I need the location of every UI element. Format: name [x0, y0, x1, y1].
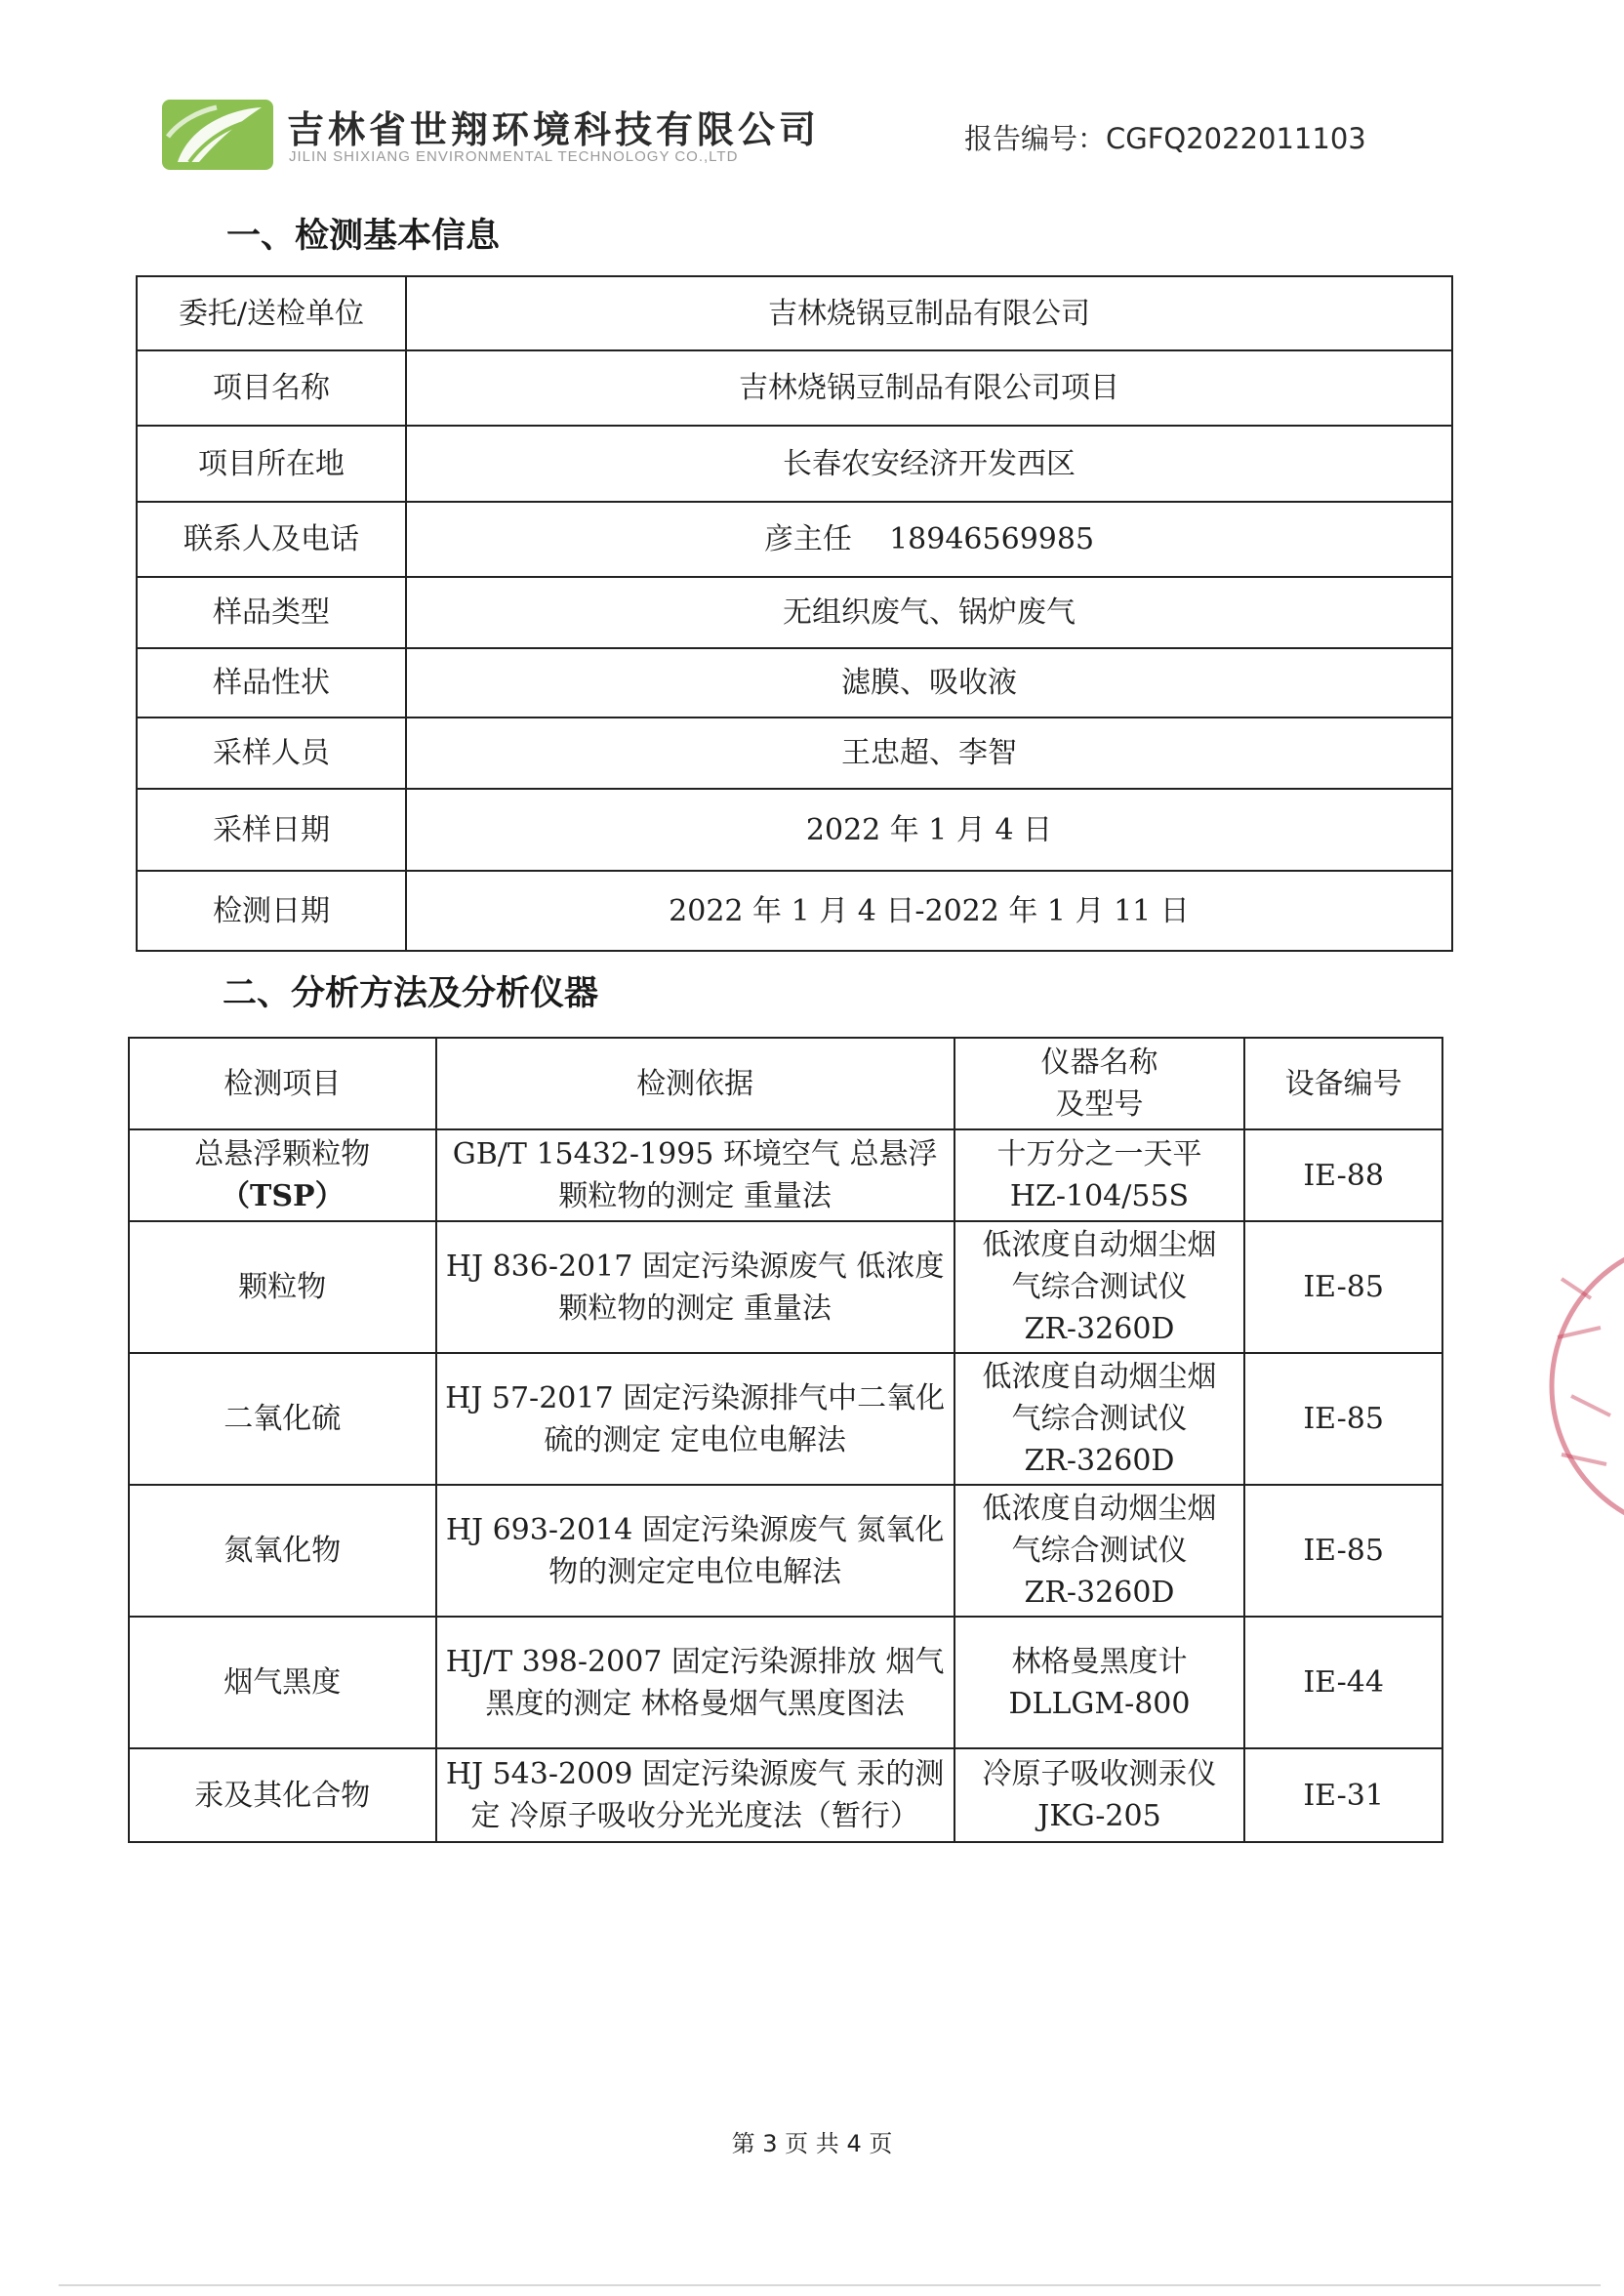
scan-edge-divider — [59, 2284, 1601, 2286]
label-cell: 项目名称 — [137, 350, 406, 426]
instrument-cell — [954, 1485, 1245, 1617]
instrument-line1: 林格曼黑度计 — [1011, 1644, 1188, 1679]
report-number: 报告编号：CGFQ2022011103 — [964, 122, 1366, 155]
company-name-en: JILIN SHIXIANG ENVIRONMENTAL TECHNOLOGY CO.,LTD — [289, 148, 739, 165]
label-cell: 采样日期 — [137, 789, 406, 871]
instrument-line3: ZR-3260D — [1024, 1312, 1175, 1346]
header-instrument-line1: 仪器名称 — [1040, 1046, 1158, 1080]
header-equipment-no: 设备编号 — [1244, 1038, 1442, 1129]
table-row — [137, 502, 1452, 577]
label-cell: 采样人员 — [137, 718, 406, 789]
instrument-line3: ZR-3260D — [1024, 1444, 1175, 1478]
instrument-line2: DLLGM-800 — [1008, 1686, 1191, 1721]
item-cell: 氮氧化物 — [129, 1485, 436, 1617]
value-cell: 彦主任 18946569985 — [406, 502, 1452, 577]
equipment-no-cell: IE-44 — [1244, 1617, 1442, 1748]
label-cell: 项目所在地 — [137, 426, 406, 502]
instrument-line2: JKG-205 — [1037, 1799, 1161, 1833]
value-cell: 滤膜、吸收液 — [406, 648, 1452, 718]
label-cell: 检测日期 — [137, 871, 406, 951]
table-row — [129, 1221, 1442, 1353]
table-row — [129, 1617, 1442, 1748]
section2-title: 二、分析方法及分析仪器 — [223, 974, 599, 1013]
instrument-cell — [954, 1748, 1245, 1842]
basis-cell: HJ 57-2017 固定污染源排气中二氧化硫的测定 定电位电解法 — [436, 1353, 954, 1485]
label-cell: 委托/送检单位 — [137, 276, 406, 350]
basis-cell: HJ 543-2009 固定污染源废气 汞的测定 冷原子吸收分光光度法（暂行） — [436, 1748, 954, 1842]
instrument-cell — [954, 1129, 1245, 1221]
label-cell: 样品类型 — [137, 577, 406, 648]
value-cell: 2022 年 1 月 4 日-2022 年 1 月 11 日 — [406, 871, 1452, 951]
basis-cell: HJ 693-2014 固定污染源废气 氮氧化物的测定定电位电解法 — [436, 1485, 954, 1617]
instrument-line1: 低浓度自动烟尘烟 — [982, 1360, 1217, 1394]
basis-cell: HJ 836-2017 固定污染源废气 低浓度颗粒物的测定 重量法 — [436, 1221, 954, 1353]
basis-cell: GB/T 15432-1995 环境空气 总悬浮颗粒物的测定 重量法 — [436, 1129, 954, 1221]
leaf-logo-icon — [160, 98, 275, 172]
seal-stamp-icon — [1532, 1220, 1624, 1552]
item-cell: 烟气黑度 — [129, 1617, 436, 1748]
label-cell: 样品性状 — [137, 648, 406, 718]
instrument-line1: 十万分之一天平 — [996, 1137, 1202, 1171]
header-instrument — [954, 1038, 1245, 1129]
instrument-line1: 冷原子吸收测汞仪 — [982, 1757, 1217, 1791]
instrument-line2: HZ-104/55S — [1009, 1179, 1190, 1213]
item-cell: 二氧化硫 — [129, 1353, 436, 1485]
table-row — [137, 718, 1452, 789]
equipment-no-cell: IE-88 — [1244, 1129, 1442, 1221]
table-row — [129, 1485, 1442, 1617]
table-header-row — [129, 1038, 1442, 1129]
equipment-no-cell: IE-31 — [1244, 1748, 1442, 1842]
item-line1: 总悬浮颗粒物 — [194, 1137, 371, 1171]
value-cell: 王忠超、李智 — [406, 718, 1452, 789]
value-cell: 2022 年 1 月 4 日 — [406, 789, 1452, 871]
value-cell: 长春农安经济开发西区 — [406, 426, 1452, 502]
instrument-cell — [954, 1221, 1245, 1353]
table-row — [129, 1748, 1442, 1842]
instrument-line2: 气综合测试仪 — [1011, 1402, 1188, 1436]
basis-cell: HJ/T 398-2007 固定污染源排放 烟气黑度的测定 林格曼烟气黑度图法 — [436, 1617, 954, 1748]
value-cell: 吉林烧锅豆制品有限公司 — [406, 276, 1452, 350]
instrument-cell — [954, 1353, 1245, 1485]
table-row — [137, 789, 1452, 871]
value-cell: 无组织废气、锅炉废气 — [406, 577, 1452, 648]
company-name-cn: 吉林省世翔环境科技有限公司 — [287, 108, 821, 151]
header-basis: 检测依据 — [436, 1038, 954, 1129]
table-row — [137, 276, 1452, 350]
basic-info-table — [136, 275, 1453, 952]
item-cell: 颗粒物 — [129, 1221, 436, 1353]
instrument-line2: 气综合测试仪 — [1011, 1270, 1188, 1304]
value-cell: 吉林烧锅豆制品有限公司项目 — [406, 350, 1452, 426]
equipment-no-cell: IE-85 — [1244, 1485, 1442, 1617]
table-row — [137, 648, 1452, 718]
equipment-no-cell: IE-85 — [1244, 1353, 1442, 1485]
instrument-cell — [954, 1617, 1245, 1748]
item-cell — [129, 1129, 436, 1221]
instrument-line1: 低浓度自动烟尘烟 — [982, 1228, 1217, 1262]
item-cell: 汞及其化合物 — [129, 1748, 436, 1842]
instrument-line3: ZR-3260D — [1024, 1576, 1175, 1610]
label-cell: 联系人及电话 — [137, 502, 406, 577]
page-number: 第 3 页 共 4 页 — [731, 2130, 893, 2157]
table-row — [129, 1353, 1442, 1485]
table-row — [137, 350, 1452, 426]
methods-table — [128, 1037, 1443, 1843]
table-row — [137, 577, 1452, 648]
item-line2: （TSP） — [221, 1179, 345, 1213]
header-instrument-line2: 及型号 — [1055, 1087, 1144, 1122]
table-row — [137, 871, 1452, 951]
section1-title: 一、检测基本信息 — [226, 217, 501, 256]
instrument-line2: 气综合测试仪 — [1011, 1534, 1188, 1568]
header-item: 检测项目 — [129, 1038, 436, 1129]
table-row — [129, 1129, 1442, 1221]
instrument-line1: 低浓度自动烟尘烟 — [982, 1492, 1217, 1526]
equipment-no-cell: IE-85 — [1244, 1221, 1442, 1353]
table-row — [137, 426, 1452, 502]
